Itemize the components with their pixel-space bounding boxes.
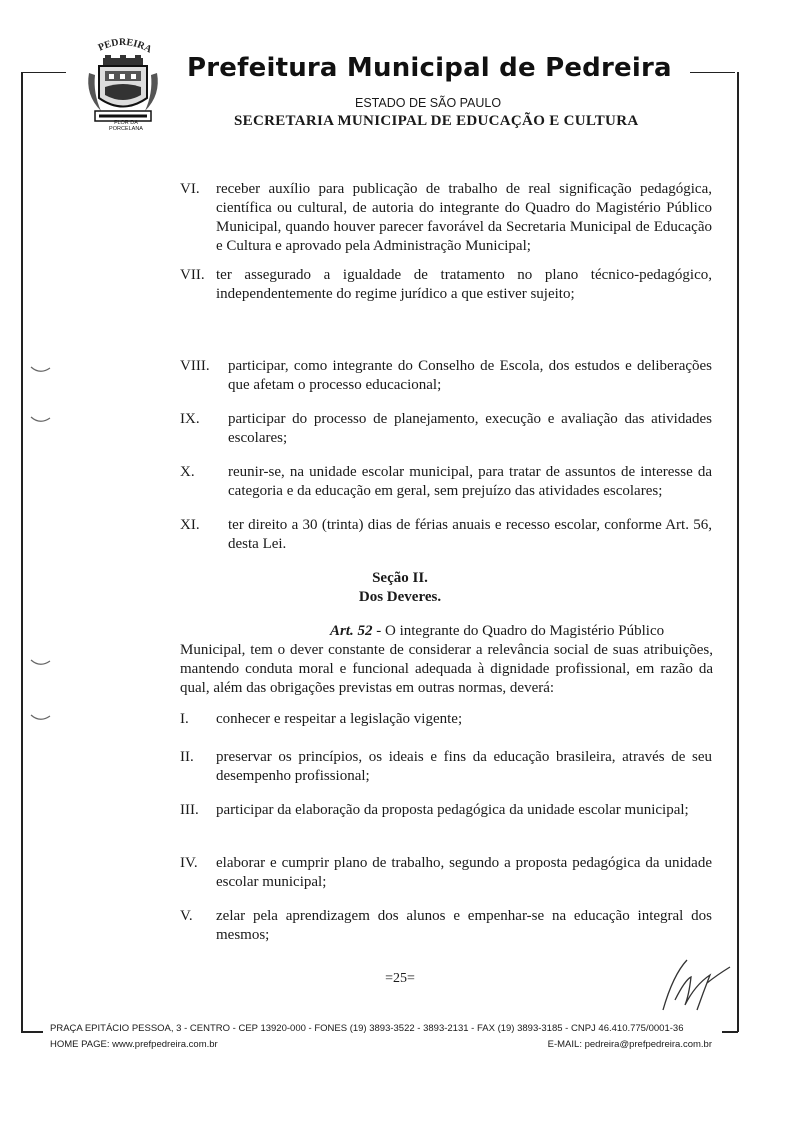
item-text: reunir-se, na unidade escolar municipal, para tratar de assuntos de interesse da categoria e da educação em geral, sem prejuízo das atividades escolares; (228, 464, 712, 499)
list-item (180, 907, 715, 947)
item-number: III. (180, 802, 199, 818)
signature-initials (655, 955, 735, 1015)
svg-text:PEDREIRA: PEDREIRA (96, 36, 154, 56)
list-item (180, 463, 715, 503)
item-text: elaborar e cumprir plano de trabalho, segundo a proposta pedagógica da unidade escolar municipal; (216, 855, 712, 890)
municipal-seal-icon (83, 33, 163, 133)
item-number: VII. (180, 267, 205, 283)
item-number: I. (180, 711, 189, 727)
item-text: preservar os princípios, os ideais e fins da educação brasileira, através de seu desempenho profissional; (216, 749, 712, 784)
frame-bottom-right-line (722, 1031, 738, 1033)
frame-top-right-line (690, 72, 735, 73)
page-number: =25= (385, 971, 415, 986)
list-item (180, 801, 715, 841)
item-text: participar, como integrante do Conselho de Escola, dos estudos e deliberações que afetam o processo educacional; (228, 358, 712, 393)
item-text: participar da elaboração da proposta pedagógica da unidade escolar municipal; (216, 802, 689, 818)
frame-top-left-line (21, 72, 66, 73)
list-item (180, 710, 715, 732)
item-text: conhecer e respeitar a legislação vigente; (216, 711, 463, 727)
list-item (180, 854, 715, 894)
item-text: zelar pela aprendizagem dos alunos e empenhar-se na educação integral dos mesmos; (216, 908, 712, 943)
list-item (180, 357, 715, 397)
article-paragraph (180, 622, 713, 698)
item-number: VI. (180, 181, 200, 197)
item-number: VIII. (180, 358, 210, 374)
seal-motto: FLOR DA PORCELANA (109, 120, 143, 132)
item-number: V. (180, 908, 193, 924)
section-subtitle: Dos Deveres. (358, 589, 442, 605)
list-item (180, 180, 715, 260)
header-department: SECRETARIA MUNICIPAL DE EDUCAÇÃO E CULTURA (234, 113, 639, 129)
article-first-line: - O integrante do Quadro do Magistério Público (372, 623, 665, 639)
margin-mark (30, 365, 52, 375)
frame-left-border (21, 72, 23, 1032)
list-item (180, 748, 715, 788)
item-number: II. (180, 749, 194, 765)
margin-mark (30, 658, 52, 668)
footer-homepage: HOME PAGE: www.prefpedreira.com.br (50, 1039, 218, 1050)
list-item (180, 410, 715, 450)
item-number: XI. (180, 517, 200, 533)
item-text: ter assegurado a igualdade de tratamento no plano técnico-pedagógico, independentemente do regime jurídico a que estiver sujeito; (216, 267, 712, 302)
frame-right-border (737, 72, 739, 1032)
item-text: receber auxílio para publicação de trabalho de real significação pedagógica, científica ou cultural, de autoria do integrante do Quadro do Magistério Público Municipal, quando houver parecer favorável da Secretaria Municipal de Educação e Cultura e aprovado pela Administração Municipal; (216, 181, 712, 254)
article-label: Art. 52 (330, 623, 373, 639)
header-title: Prefeitura Municipal de Pedreira (187, 53, 672, 83)
section-title: Seção II. (372, 570, 428, 586)
footer-email: E-MAIL: pedreira@prefpedreira.com.br (547, 1039, 712, 1050)
margin-mark (30, 713, 52, 723)
margin-mark (30, 415, 52, 425)
item-number: X. (180, 464, 195, 480)
article-body: Municipal, tem o dever constante de considerar a relevância social de suas atribuições, mantendo conduta moral e funcional adequada à dignidade profissional, em razão da qual, além das obrigações previstas em outras normas, deverá: (180, 642, 713, 696)
item-text: ter direito a 30 (trinta) dias de férias anuais e recesso escolar, conforme Art. 56, desta Lei. (228, 517, 712, 552)
frame-bottom-left-line (21, 1031, 43, 1033)
list-item (180, 266, 715, 306)
item-number: IX. (180, 411, 200, 427)
item-text: participar do processo de planejamento, execução e avaliação das atividades escolares; (228, 411, 712, 446)
item-number: IV. (180, 855, 198, 871)
header-state: ESTADO DE SÃO PAULO (355, 96, 502, 110)
list-item (180, 516, 715, 556)
footer-address: PRAÇA EPITÁCIO PESSOA, 3 - CENTRO - CEP 13920-000 - FONES (19) 3893-3522 - 3893-2131 - FAX (19) 3893-3185 - CNPJ 46.410.775/0001-36 (50, 1023, 684, 1034)
